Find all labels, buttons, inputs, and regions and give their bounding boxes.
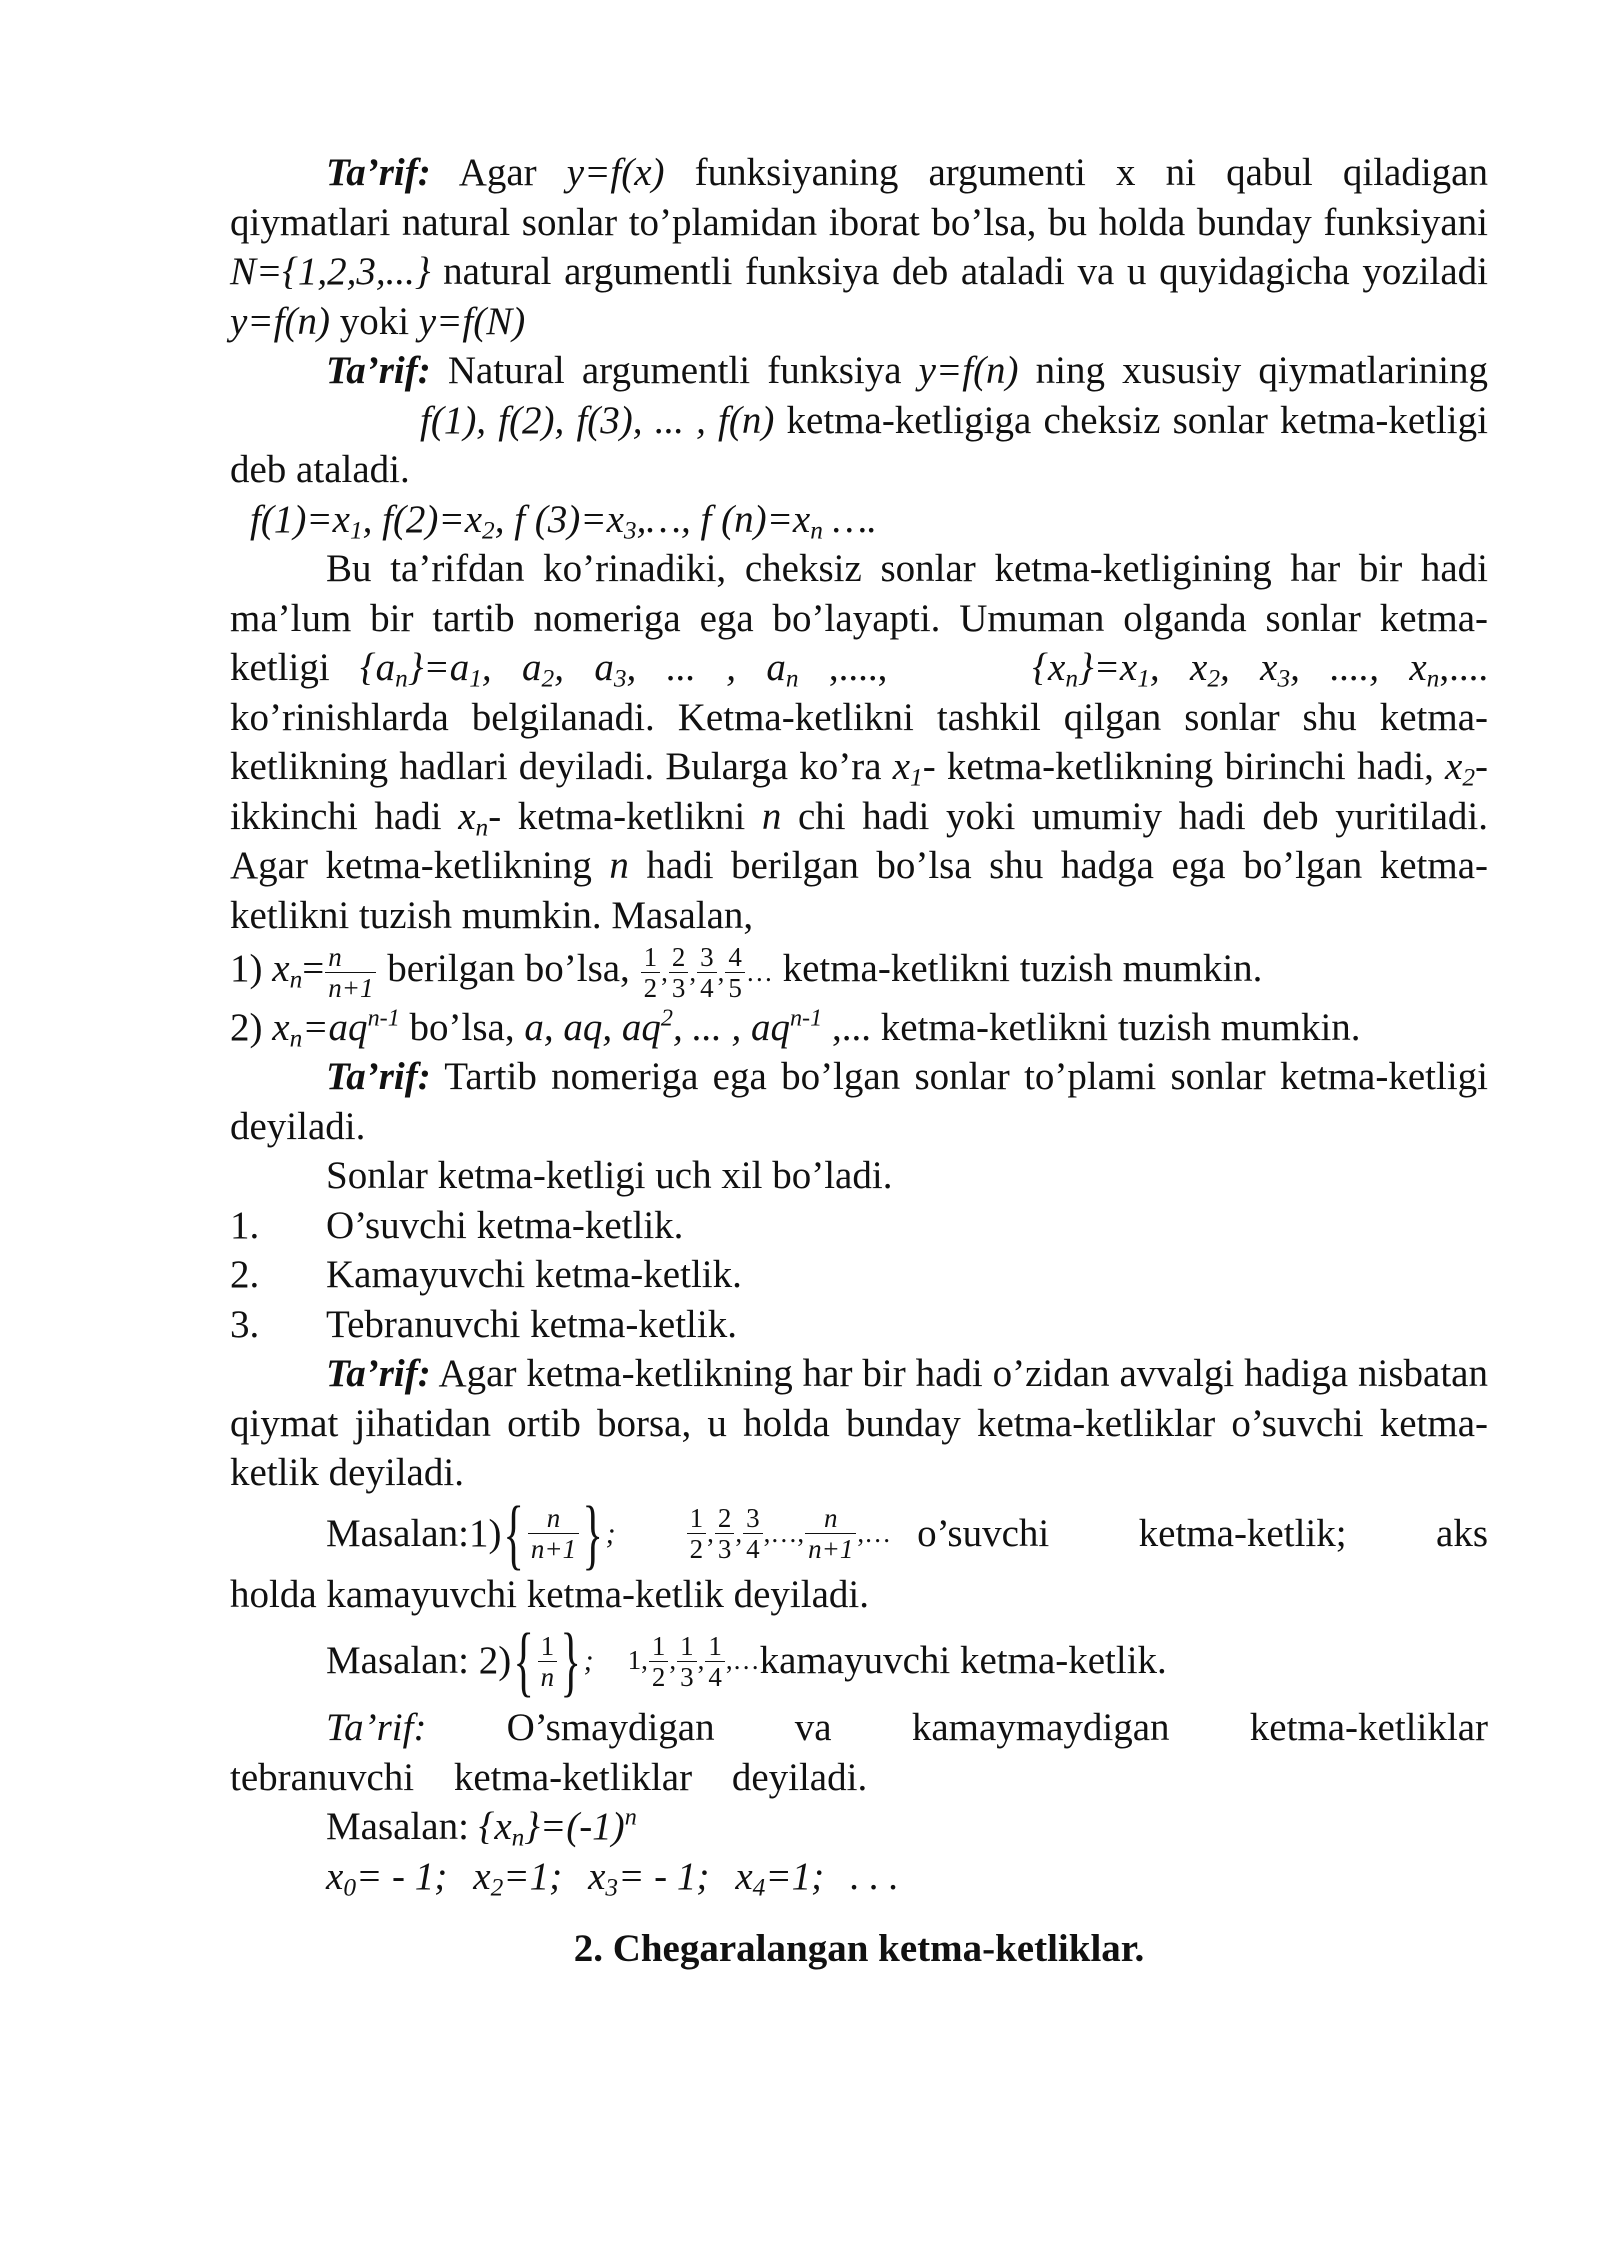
fraction: $\frac{2}{3}$	[669, 942, 689, 1003]
tarif-label: Ta’rif:	[326, 1055, 431, 1099]
sequence-formula: $f(1)=x_1$, $f(2)=x_2$, f $(3)=x_3,\dots$, f $(n)=x_n$ ….	[250, 497, 878, 544]
sequence-types-intro: Sonlar ketma-ketligi uch xil bo’ladi.	[326, 1154, 893, 1198]
definition-number-sequence: Ta’rif: Tartib nomeriga ega bo’lgan sonlar to’plami sonlar ketma-ketligi deyiladi.	[230, 1055, 1488, 1148]
example-decreasing: Masalan: 2) { $\frac{1}{n}$ } ; 1, $\frac{1}{2}$ , $\frac{1}{3}$ , $\frac{1}{4}$ ,… kamayuvchi ketma-ketlik.	[326, 1617, 1167, 1705]
definition-oscillating-sequence: Ta’rif: O’smaydigan va kamaymaydigan ketma-ketliklar tebranuvchi ketma-ketliklar deyiladi.	[230, 1706, 1488, 1799]
tarif-label: Ta’rif:	[326, 1352, 431, 1396]
fraction: $\frac{4}{5}$	[725, 942, 745, 1003]
section-heading: 2. Chegaralangan ketma-ketliklar.	[573, 1927, 1145, 1971]
definition-infinite-sequence: Ta’rif: Natural argumentli funksiya y=f(n) ning xususiy qiymatlariningf(1), f(2), f(3), ... , f(n) ketma-ketligiga cheksiz sonlar ketma-ketligi deb ataladi.	[230, 349, 1488, 491]
example-2: 2) $x_n=aq^{n-1}$ bo’lsa, a, aq, $aq^2$, ... , $aq^{n-1}$ ,... ketma-ketlikni tuzish mumkin.	[230, 1004, 1361, 1052]
tarif-label: Ta’rif:	[326, 1706, 427, 1750]
fraction: $\frac{3}{4}$	[697, 942, 717, 1003]
list-item: 1. O’suvchi ketma-ketlik.	[230, 1203, 684, 1247]
list-item: 2. Kamayuvchi ketma-ketlik.	[230, 1253, 742, 1297]
example-oscillating: Masalan: $\{x_n\}=(-1)^n$	[326, 1803, 637, 1852]
example-oscillating-values: $x_0= - 1$; $x_2=1$; $x_3= - 1$; $x_4=1$; . . .	[326, 1854, 899, 1901]
example-1: 1) $x_n=$ $\frac{n}{n+1}$ berilgan bo’lsa, $\frac{1}{2}$ , $\frac{2}{3}$ , $\frac{3}{4}$ , $\frac{4}{5}$ … ketma-ketlikni tuzish mumkin.	[230, 941, 1263, 1003]
tarif-label: Ta’rif:	[326, 349, 431, 392]
definition-natural-argument-function: Ta’rif: Agar y=f(x) funksiyaning argumenti x ni qabul qiladigan qiymatlari natural sonlar to’plamidan iborat bo’lsa, bu holda bunday funksiyani N={1,2,3,...} natural argumentli funksiya deb ataladi va u quyidagicha yoziladi y=f(n) yoki y=f(N)	[230, 151, 1488, 343]
sequence-notation-paragraph: Bu ta’rifdan ko’rinadiki, cheksiz sonlar ketma-ketligining har bir hadi ma’lum bir tartib nomeriga ega bo’layapti. Umuman olganda sonlar ketma-ketligi $\{a_n\}=a_1$, $a_2$, $a_3$, ... , $a_n$ ,...., $\{x_n\}=x_1$, $x_2$, $x_3$, ...., $x_n$,.... ko’rinishlarda belgilanadi. Ketma-ketlikni tashkil qilgan sonlar shu ketma-ketlikning hadlari deyiladi. Bularga ko’ra $x_1-$ ketma-ketlikning birinchi hadi, $x_2-$ ikkinchi hadi $x_n-$ ketma-ketlikni n chi hadi yoki umumiy hadi deb yuritiladi. Agar ketma-ketlikning n hadi berilgan bo’lsa shu hadga ega bo’lgan ketma-ketlikni tuzish mumkin. Masalan,	[230, 547, 1489, 937]
fraction: $\frac{n}{n+1}$	[325, 942, 376, 1003]
fraction: $\frac{1}{2}$	[641, 942, 661, 1003]
definition-increasing-sequence: Ta’rif: Agar ketma-ketlikning har bir hadi o’zidan avvalgi hadiga nisbatan qiymat jihatidan ortib borsa, u holda bunday ketma-ketliklar o’suvchi ketma-ketlik deyiladi.	[230, 1352, 1488, 1495]
example-increasing: Masalan:1) { $\frac{n}{n+1}$ } ; $\frac{1}{2}$ , $\frac{2}{3}$ , $\frac{3}{4}$ ,…, $\frac{n}{n+1}$ ,… o’suvchi ketma-ketlik; aks	[326, 1489, 1488, 1577]
sequence-types-list	[230, 1201, 1488, 1350]
tarif-label: Ta’rif:	[326, 151, 431, 194]
list-item: 3. Tebranuvchi ketma-ketlik.	[230, 1302, 737, 1346]
document-page: Ta’rif: Agar y=f(x) funksiyaning argumenti x ni qabul qiladigan qiymatlari natural sonlar to’plamidan iborat bo’lsa, bu holda bunday funksiyani N={1,2,3,...} natural argumentli funksiya deb ataladi va u quyidagicha yoziladi y=f(n) yoki y=f(N) Ta’rif: Natural argumentli funksiya y=f(n) ning xususiy qiymatlariningf(1), f(2), f(3), ... , f(n) ketma-ketligiga cheksiz sonlar ketma-ketligi deb ataladi. $f(1)=x_1$, $f(2)=x_2$, f $(3)=x_3,\dots$, f $(n)=x_n$ …. Bu ta’rifdan ko’rinadiki, cheksiz sonlar ketma-ketligining har bir hadi ma’lum bir tartib nomeriga ega bo’layapti. Umuman olganda sonlar ketma-ketligi $\{a_n\}=a_1$, $a_2$, $a_3$, ... , $a_n$ ,...., $\{x_n\}=x_1$, $x_2$, $x_3$, ...., $x_n$,.... ko’rinishlarda belgilanadi. Ketma-ketlikni tashkil qilgan sonlar shu ketma-ketlikning hadlari deyiladi. Bularga ko’ra $x_1-$ ketma-ketlikning birinchi hadi, $x_2-$ ikkinchi hadi $x_n-$ ketma-ketlikni n chi hadi yoki umumiy hadi deb yuritiladi. Agar ketma-ketlikning n hadi berilgan bo’lsa shu hadga ega bo’lgan ketma-ketlikni tuzish mumkin. Masalan, 1) $x_n=$ $\frac{n}{n+1}$ berilgan bo’lsa, $\frac{1}{2}$ , $\frac{2}{3}$ , $\frac{3}{4}$ , $\frac{4}{5}$ … ketma-ketlikni tuzish mumkin. 2) $x_n=aq^{n-1}$ bo’lsa, a, aq, $aq^2$, ... , $aq^{n-1}$ ,... ketma-ketlikni tuzish mumkin. Ta’rif: Tartib nomeriga ega bo’lgan sonlar to’plami sonlar ketma-ketligi deyiladi. Sonlar ketma-ketligi uch xil bo’ladi. 1. O’suvchi ketma-ketlik. 2. Kamayuvchi ketma-ketlik. 3. Tebranuvchi ketma-ketlik. Ta’rif: Agar ketma-ketlikning har bir hadi o’zidan avvalgi hadiga nisbatan qiymat jihatidan ortib borsa, u holda bunday ketma-ketliklar o’suvchi ketma-ketlik deyiladi. Masalan:1) { $\frac{n}{n+1}$ } ; $\frac{1}{2}$ , $\frac{2}{3}$ , $\frac{3}{4}$ ,…, $\frac{n}{n+1}$ ,… o’suvchi ketma-ketlik; aks holda kamayuvchi ketma-ketlik deyiladi. Masalan: 2) { $\frac{1}{n}$ } ; 1, $\frac{1}{2}$ , $\frac{1}{3}$ , $\frac{1}{4}$ ,… kamayuvchi ketma-ketlik. Ta’rif: O’smaydigan va kamaymaydigan ketma-ketliklar tebranuvchi ketma-ketliklar deyiladi. Masalan: $\{x_n\}=(-1)^n$ $x_0= - 1$; $x_2=1$; $x_3= - 1$; $x_4=1$; . . . 2. Chegaralangan ketma-ketliklar.	[230, 148, 1488, 1974]
